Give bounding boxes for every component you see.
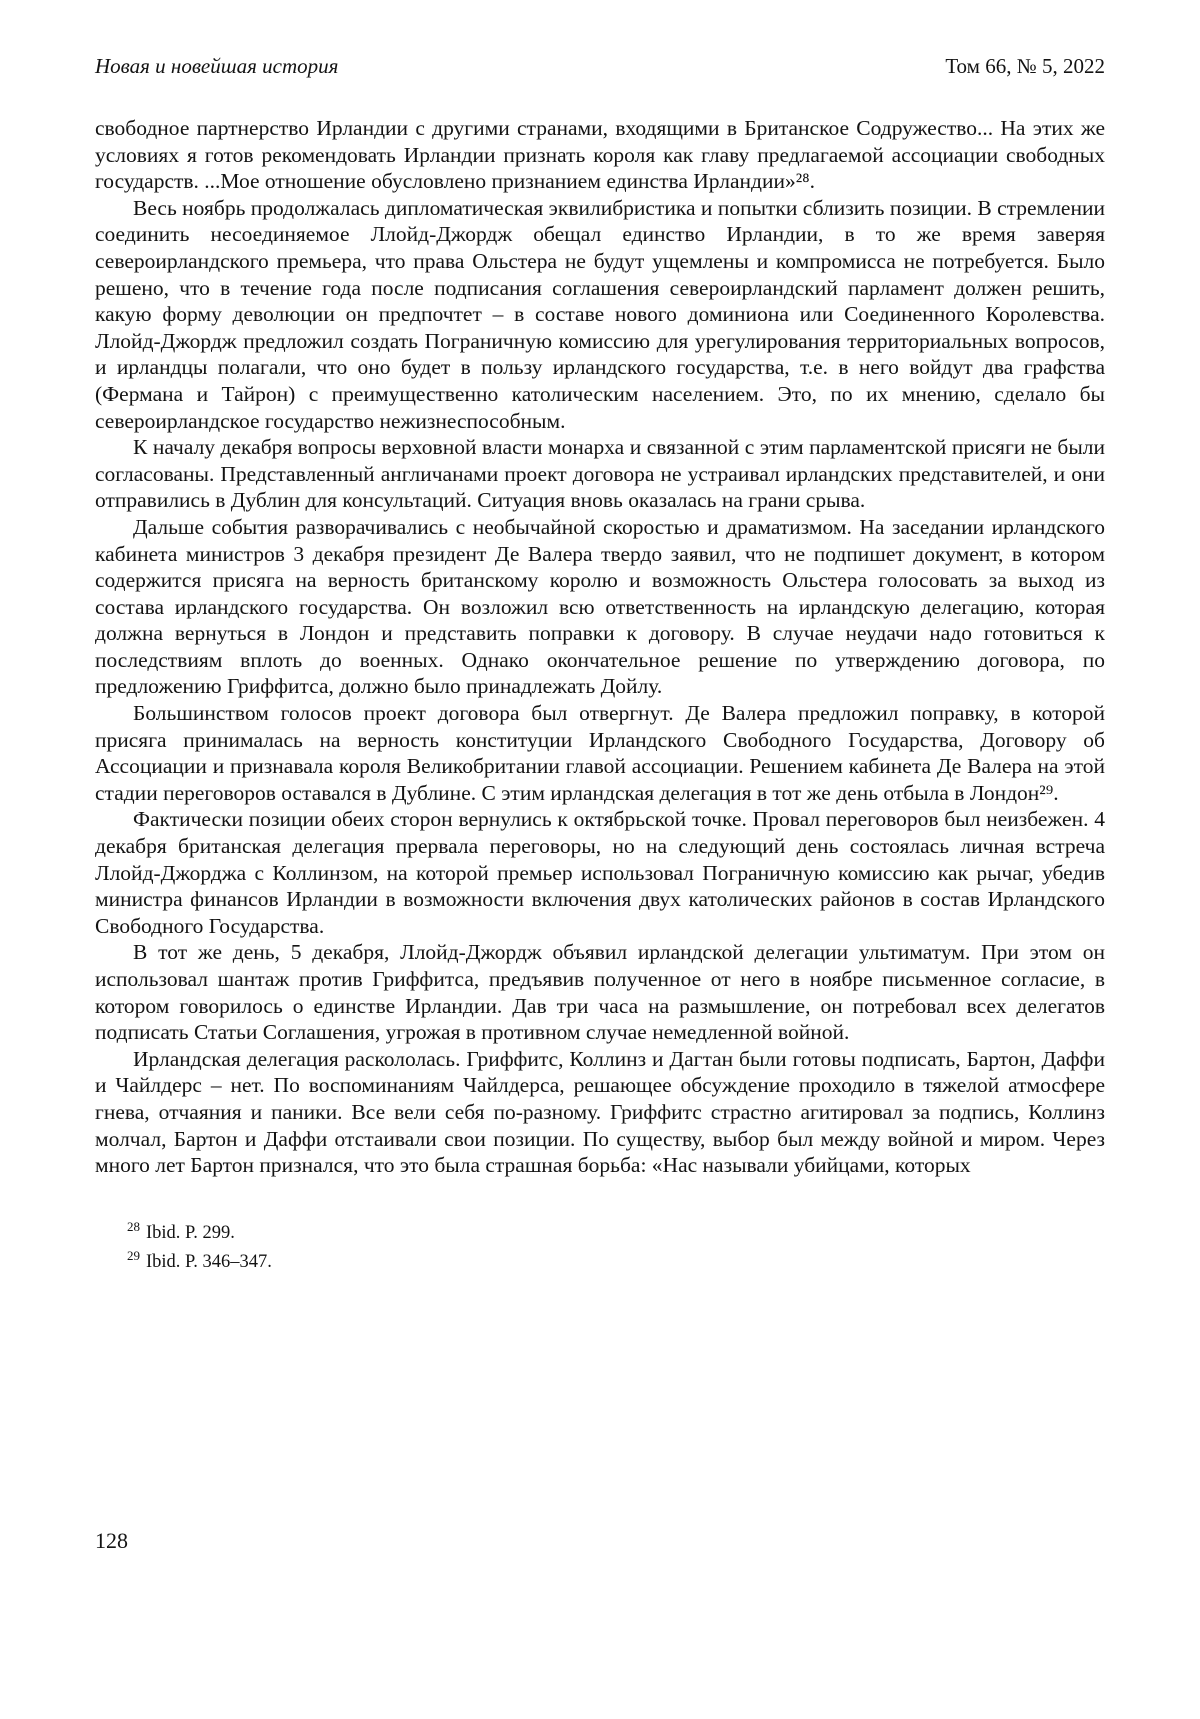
footnotes (95, 1219, 1105, 1277)
paragraph: Фактически позиции обеих сторон вернулись к октябрьской точке. Провал переговоров был неизбежен. 4 декабря британская делегация прервала переговоры, но на следующий день состоялась личная встреча Ллойд-Джорджа с Коллинзом, на которой премьер использовал Пограничную комиссию как рычаг, убедив министра финансов Ирландии в возможности включения двух католических районов в состав Ирландского Свободного Государства. (95, 807, 1105, 938)
footnote (127, 1248, 1105, 1277)
paragraph: В тот же день, 5 декабря, Ллойд-Джордж объявил ирландской делегации ультиматум. При этом он использовал шантаж против Гриффитса, предъявив полученное от него в ноябре письменное согласие, в котором говорилось о единстве Ирландии. Дав три часа на размышление, он потребовал всех делегатов подписать Статьи Соглашения, угрожая в противном случае немедленной войной. (95, 940, 1105, 1045)
paragraph: Ирландская делегация раскололась. Гриффитс, Коллинз и Дагтан были готовы подписать, Бартон, Даффи и Чайлдерс – нет. По воспоминаниям Чайлдерса, решающее обсуждение проходило в тяжелой атмосфере гнева, отчаяния и паники. Все вели себя по-разному. Гриффитс страстно агитировал за подпись, Коллинз молчал, Бартон и Даффи отстаивали свои позиции. По существу, выбор был между войной и миром. Через много лет Бартон признался, что это была страшная борьба: «Нас называли убийцами, которых (95, 1046, 1105, 1178)
paragraph: свободное партнерство Ирландии с другими странами, входящими в Британское Содружество... На этих же условиях я готов рекомендовать Ирландии признать короля как главу предлагаемой ассоциации свободных государств. ...Мое отношение обусловлено признанием единства Ирландии»²⁸. (95, 116, 1105, 194)
paragraph: Большинством голосов проект договора был отвергнут. Де Валера предложил поправку, в которой присяга принималась на верность конституции Ирландского Свободного Государства, Договору об Ассоциации и признавала короля Великобритании главой ассоциации. Решением кабинета Де Валера на этой стадии переговоров оставался в Дублине. С этим ирландская делегация в тот же день отбыла в Лондон²⁹. (95, 701, 1105, 805)
article-body (95, 115, 1105, 1179)
footnote-text: Ibid. P. 299. (146, 1222, 235, 1243)
paragraph: Весь ноябрь продолжалась дипломатическая эквилибристика и попытки сблизить позиции. В стремлении соединить несоединяемое Ллойд-Джордж обещал единство Ирландии, в то же время заверяя североирландского премьера, что права Ольстера не будут ущемлены и компромисса не потребуется. Было решено, что в течение года после подписания соглашения североирландский парламент должен решить, какую форму деволюции он предпочтет – в составе нового доминиона или Соединенного Королевства. Ллойд-Джордж предложил создать Пограничную комиссию для урегулирования территориальных вопросов, и ирландцы полагали, что оно будет в пользу ирландского государства, т.е. в него войдут два графства (Фермана и Тайрон) с преимущественно католическим населением. Это, по их мнению, сделало бы североирландское государство нежизнеспособным. (95, 195, 1105, 433)
footnote (127, 1219, 1105, 1248)
paragraph: Дальше события разворачивались с необычайной скоростью и драматизмом. На заседании ирландского кабинета министров 3 декабря президент Де Валера твердо заявил, что не подпишет документ, в котором содержится присяга на верность британскому королю и возможность Ольстера голосовать за выход из состава ирландского государства. Он возложил всю ответственность на ирландскую делегацию, которая должна вернуться в Лондон и представить поправки к договору. В случае неудачи надо готовиться к последствиям вплоть до военных. Однако окончательное решение по утверждению договора, по предложению Гриффитса, должно было принадлежать Дойлу. (95, 514, 1105, 699)
paragraph: К началу декабря вопросы верховной власти монарха и связанной с этим парламентской присяги не были согласованы. Представленный англичанами проект договора не устраивал ирландских представителей, и они отправились в Дублин для консультаций. Ситуация вновь оказалась на грани срыва. (95, 435, 1105, 513)
footnote-marker: 29 (127, 1247, 140, 1263)
footnote-text: Ibid. P. 346–347. (146, 1251, 272, 1272)
page-number: 128 (95, 1528, 128, 1553)
footnote-marker: 28 (127, 1218, 140, 1234)
page-header (95, 54, 1105, 79)
issue-info: Том 66, № 5, 2022 (945, 54, 1105, 78)
journal-title: Новая и новейшая история (95, 54, 339, 78)
